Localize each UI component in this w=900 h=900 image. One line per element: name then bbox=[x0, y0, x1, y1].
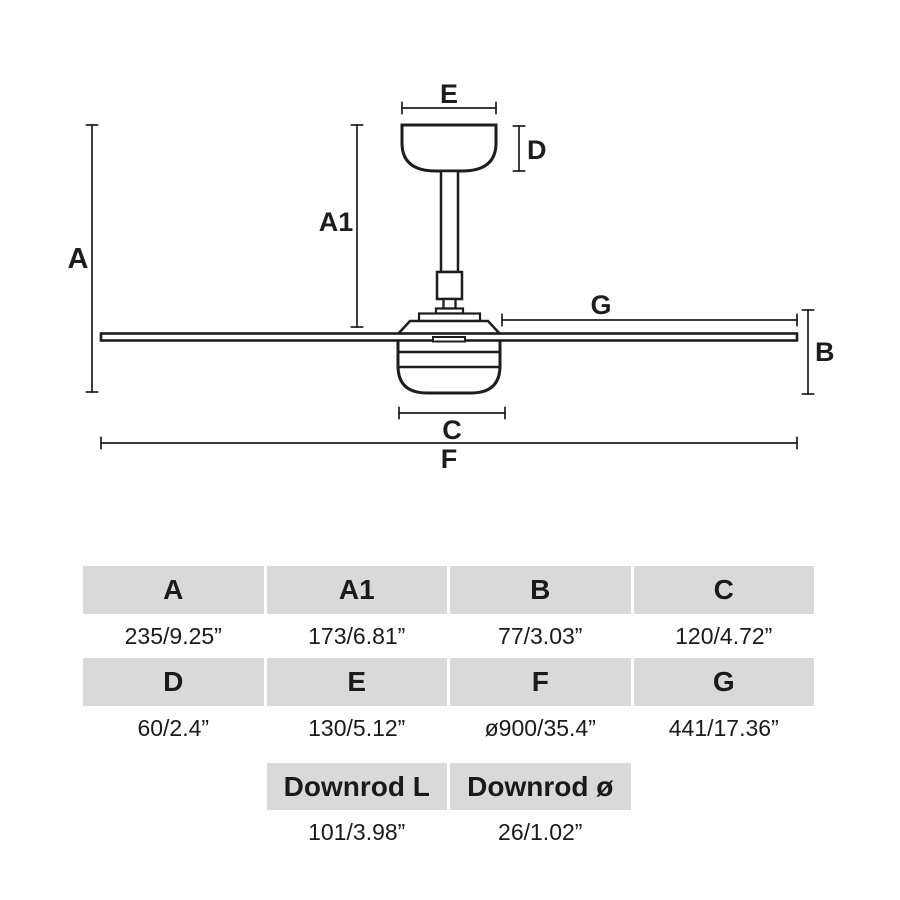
table-header-row-1 bbox=[83, 566, 814, 614]
dim-line-g bbox=[502, 315, 797, 326]
canopy-outline bbox=[402, 125, 496, 171]
header-cell-e: E bbox=[267, 658, 448, 706]
dim-label-c: C bbox=[442, 415, 462, 445]
value-cell-e: 130/5.12” bbox=[267, 706, 448, 750]
value-cell-c: 120/4.72” bbox=[634, 614, 815, 658]
spacer-cell bbox=[634, 763, 815, 810]
value-cell-g: 441/17.36” bbox=[634, 706, 815, 750]
table-header-row-downrod bbox=[83, 763, 814, 810]
header-cell-a: A bbox=[83, 566, 264, 614]
dim-label-a: A bbox=[67, 243, 89, 275]
dim-label-g: G bbox=[590, 290, 612, 320]
blade-iron bbox=[433, 337, 465, 342]
table-value-row-1 bbox=[83, 614, 814, 658]
value-cell-b: 77/3.03” bbox=[450, 614, 631, 658]
value-cell-f: ø900/35.4” bbox=[450, 706, 631, 750]
dim-label-d: D bbox=[527, 135, 547, 165]
dim-label-a1: A1 bbox=[318, 207, 354, 237]
downrod-coupler bbox=[437, 272, 462, 299]
spacer-cell bbox=[634, 810, 815, 854]
coupler-neck bbox=[444, 299, 456, 309]
header-cell-c: C bbox=[634, 566, 815, 614]
header-cell-g: G bbox=[634, 658, 815, 706]
dim-label-e: E bbox=[439, 79, 459, 109]
table-header-row-2 bbox=[83, 658, 814, 706]
header-cell-d: D bbox=[83, 658, 264, 706]
header-cell-f: F bbox=[450, 658, 631, 706]
dim-line-b bbox=[803, 310, 814, 394]
header-cell-downrod-dia: Downrod ø bbox=[450, 763, 631, 810]
dim-label-b: B bbox=[815, 337, 835, 367]
dim-label-f: F bbox=[440, 444, 458, 474]
spacer-cell bbox=[83, 810, 264, 854]
header-cell-b: B bbox=[450, 566, 631, 614]
header-cell-a1: A1 bbox=[267, 566, 448, 614]
value-cell-downrod-dia: 26/1.02” bbox=[450, 810, 631, 854]
value-cell-a: 235/9.25” bbox=[83, 614, 264, 658]
value-cell-a1: 173/6.81” bbox=[267, 614, 448, 658]
table-value-row-downrod bbox=[83, 810, 814, 854]
dim-line-d bbox=[514, 126, 525, 171]
downrod-shaft bbox=[441, 171, 458, 272]
spacer-cell bbox=[83, 763, 264, 810]
value-cell-d: 60/2.4” bbox=[83, 706, 264, 750]
dimensions-table bbox=[83, 566, 814, 854]
motor-housing bbox=[398, 321, 500, 334]
table-value-row-2 bbox=[83, 706, 814, 750]
value-cell-downrod-l: 101/3.98” bbox=[267, 810, 448, 854]
header-cell-downrod-l: Downrod L bbox=[267, 763, 448, 810]
